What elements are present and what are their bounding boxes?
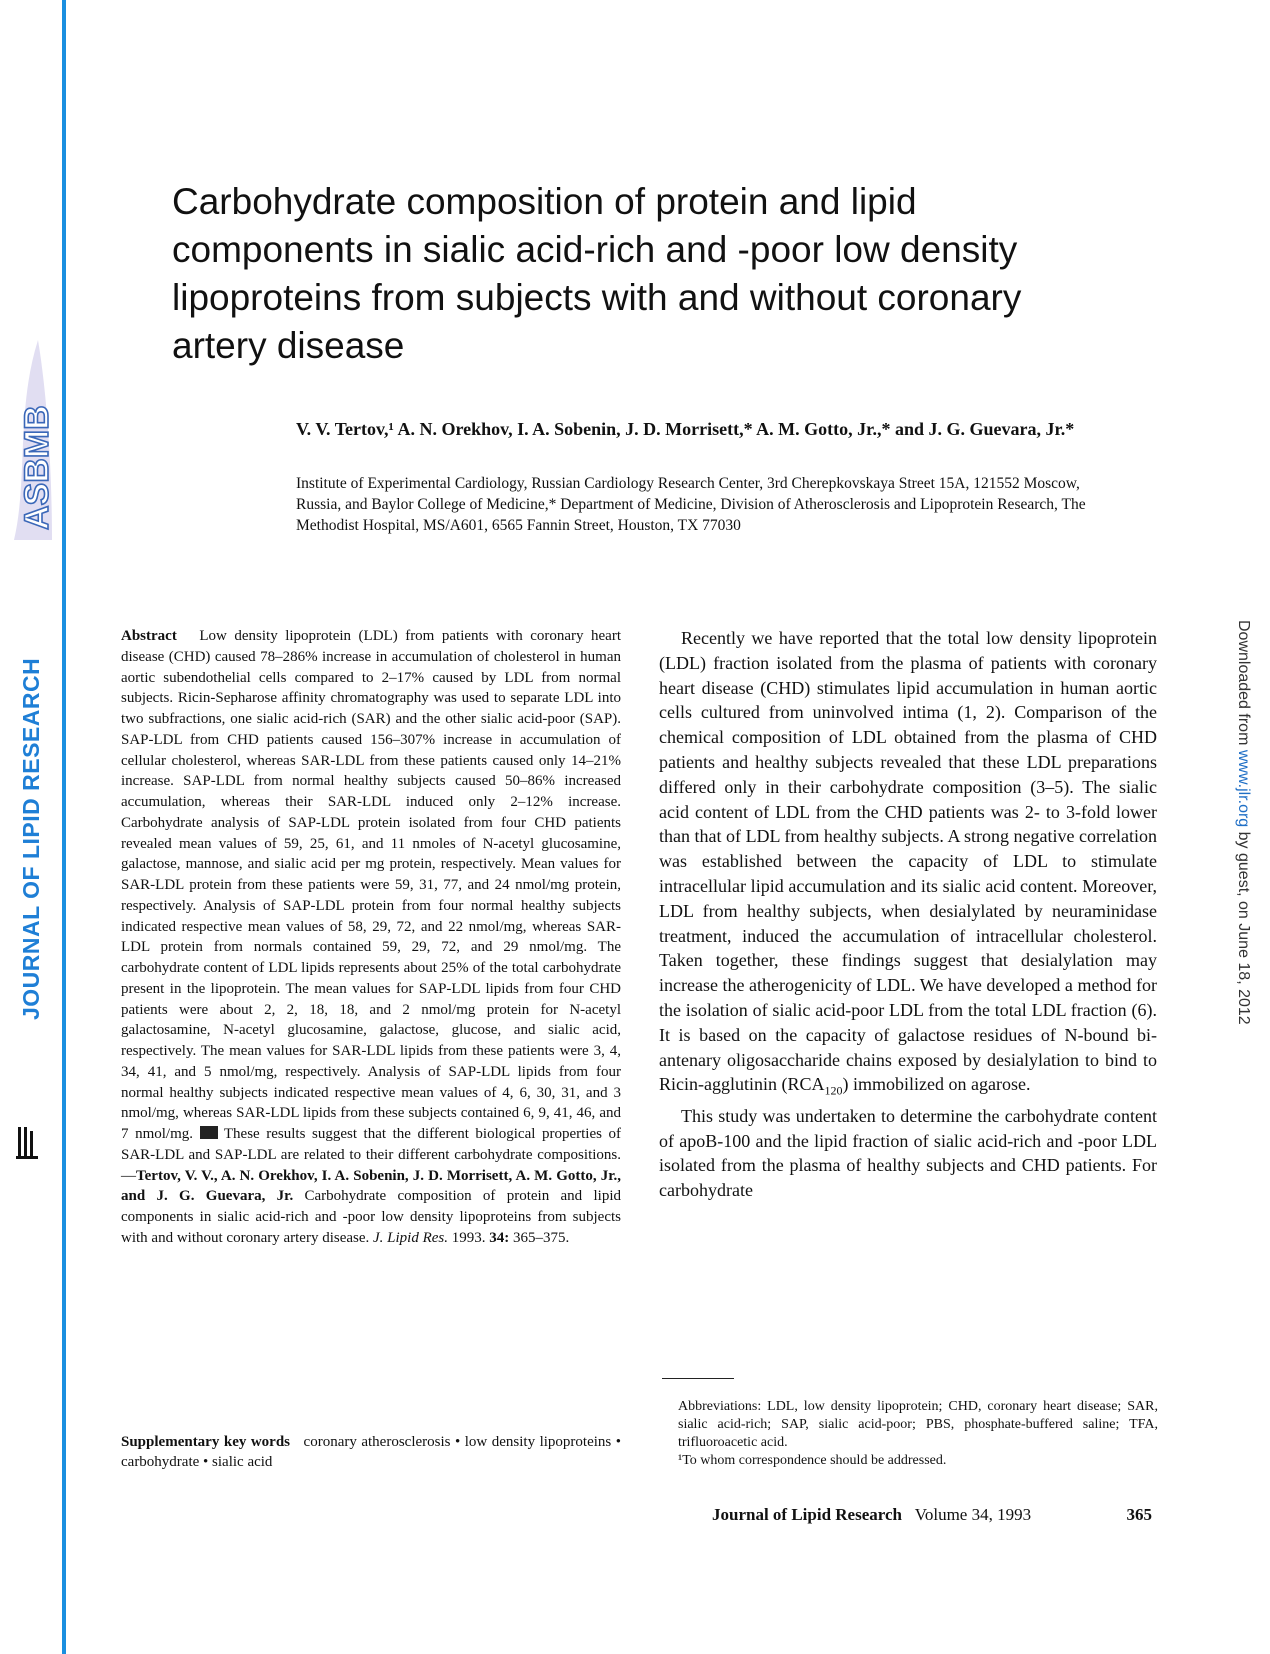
page-number: 365 xyxy=(1126,1505,1152,1524)
affiliation: Institute of Experimental Cardiology, Russian Cardiology Research Center, 3rd Cherepkovskaya Street 15A, 121552 Moscow, Russia, and Baylor College of Medicine,* Department of Medicine, Division of Atherosclerosis and Lipoprotein Research, The Methodist Hospital, MS/A601, 6565 Fannin Street, Houston, TX 77030 xyxy=(296,475,1086,534)
abstract-label: Abstract xyxy=(121,628,177,644)
author-list: V. V. Tertov,¹ A. N. Orekhov, I. A. Sobenin, J. D. Morrisett,* A. M. Gotto, Jr.,* and J. G. Guevara, Jr.* xyxy=(296,419,1075,439)
abstract-text: Low density lipoprotein (LDL) from patients with coronary heart disease (CHD) caused 78–286% increase in accumulation of cholesterol in human aortic subendothelial cells compared to 2–17% caused by LDL from normal subjects. Ricin-Sepharose affinity chromatography was used to separate LDL into two subfractions, one sialic acid-rich (SAR) and the other sialic acid-poor (SAP). SAP-LDL from CHD patients caused 156–307% increase in accumulation of cellular cholesterol, whereas SAR-LDL from these patients caused only 14–21% increase. SAP-LDL from normal healthy subjects caused 50–86% increased accumulation, whereas their SAR-LDL induced only 2–12% increase. Carbohydrate analysis of SAP-LDL protein isolated from four CHD patients revealed mean values of 59, 25, 61, and 11 nmoles of N-acetyl glucosamine, galactose, mannose, and sialic acid per mg protein, respectively. Mean values for SAR-LDL protein from these patients were 59, 31, 77, and 24 nmol/mg protein, respectively. Analysis of SAP-LDL protein from four normal healthy subjects indicated respective mean values of 58, 29, 72, and 22 nmol/mg, whereas SAR-LDL protein from normals contained 59, 29, 72, and 29 nmol/mg. The carbohydrate content of LDL lipids represents about 25% of the total carbohydrate present in the lipoprotein. The mean values for SAP-LDL lipids from four CHD patients were about 2, 2, 18, 18, and 2 nmol/mg protein for N-acetyl galactosamine, N-acetyl glucosamine, galactose, glucose, and sialic acid, respectively. The mean values for SAR-LDL lipids from these patients were 3, 4, 34, 41, and 5 nmol/mg, respectively. Analysis of SAP-LDL lipids from four normal healthy subjects indicated respective mean values of 4, 6, 30, 31, and 3 nmol/mg, whereas SAR-LDL lipids from these subjects contained 6, 9, 41, 46, and 7 nmol/mg. xyxy=(121,628,621,1142)
intro-paragraph-1: Recently we have reported that the total low density lipoprotein (LDL) fraction isolated from the plasma of patients with coronary heart disease (CHD) stimulates lipid accumulation in human aortic cells cultured from uninvolved intima (1, 2). Comparison of the chemical composition of LDL obtained from the plasma of CHD patients and healthy subjects revealed that these LDL preparations differed only in their carbohydrate composition (3–5). The sialic acid content of LDL from the CHD patients was 2- to 3-fold lower than that of LDL from healthy subjects. A strong negative correlation was established between the capacity of LDL to stimulate intracellular lipid accumulation and its sialic acid content. Moreover, LDL from healthy subjects, when desialylated by neuraminidase treatment, induced the accumulation of intracellular cholesterol. Taken together, these findings suggest that desialylation may increase the atherogenicity of LDL. We have developed a method for the isolation of sialic acid-poor LDL from the total LDL fraction (6). It is based on the capacity of galactose residues of N-bound bi-antenary oligosaccharide chains exposed by desialylation to bind to Ricin-agglutinin $(RCA_{120})$ immobilized on agarose. xyxy=(659,628,1157,1098)
key-words: Supplementary key words coronary atherosclerosis • low density lipoproteins • carbohydrate • sialic acid xyxy=(121,1434,622,1470)
asbmb-logo xyxy=(8,330,58,550)
page-footer xyxy=(712,1505,1152,1525)
left-margin-bar xyxy=(62,0,66,1654)
article-title: Carbohydrate composition of protein and lipid components in sialic acid-rich and -poor low density lipoproteins from subjects with and without coronary artery disease xyxy=(172,181,1022,366)
body-text xyxy=(659,626,1157,1203)
footnote-rule xyxy=(662,1378,734,1379)
abstract: Abstract Low density lipoprotein (LDL) from patients with coronary heart disease (CHD) caused 78–286% increase in accumulation of cholesterol in human aortic subendothelial cells compared to 2–17% caused by LDL from normal subjects. Ricin-Sepharose affinity chromatography was used to separate LDL into two subfractions, one sialic acid-rich (SAR) and the other sialic acid-poor (SAP). SAP-LDL from CHD patients caused 156–307% increase in accumulation of cellular cholesterol, whereas SAR-LDL from these patients caused only 14–21% increase. SAP-LDL from normal healthy subjects caused 50–86% increased accumulation, whereas their SAR-LDL induced only 2–12% increase. Carbohydrate analysis of SAP-LDL protein isolated from four CHD patients revealed mean values of 59, 25, 61, and 11 nmoles of N-acetyl glucosamine, galactose, mannose, and sialic acid per mg protein, respectively. Mean values for SAR-LDL protein from these patients were 59, 31, 77, and 24 nmol/mg protein, respectively. Analysis of SAP-LDL protein from four normal healthy subjects indicated respective mean values of 58, 29, 72, and 22 nmol/mg, whereas SAR-LDL protein from normals contained 59, 29, 72, and 29 nmol/mg. The carbohydrate content of LDL lipids represents about 25% of the total carbohydrate present in the lipoprotein. The mean values for SAP-LDL lipids from four CHD patients were about 2, 2, 18, 18, and 2 nmol/mg protein for N-acetyl galactosamine, N-acetyl glucosamine, galactose, glucose, and sialic acid, respectively. The mean values for SAR-LDL lipids from these patients were 3, 4, 34, 41, and 5 nmol/mg, respectively. Analysis of SAP-LDL lipids from four normal healthy subjects indicated respective mean values of 4, 6, 30, 31, and 3 nmol/mg, whereas SAR-LDL lipids from these subjects contained 6, 9, 41, 46, and 7 nmol/mg. These results suggest that the different biological properties of SAR-LDL and SAP-LDL are related to their different carbohydrate compositions.—Tertov, V. V., A. N. Orekhov, I. A. Sobenin, J. D. Morrisett, A. M. Gotto, Jr., and J. G. Guevara, Jr. Carbohydrate composition of protein and lipid components in sialic acid-rich and -poor low density lipoproteins from subjects with and without coronary artery disease. J. Lipid Res. 1993. 34: 365–375. xyxy=(121,628,622,1246)
abstract-end-marker-icon xyxy=(200,1126,218,1139)
abbreviations-footnote: Abbreviations: LDL, low density lipoprotein; CHD, coronary heart disease; SAR, sialic acid-rich; SAP, sialic acid-poor; PBS, phosphate-buffered saline; TFA, trifluoroacetic acid. xyxy=(678,1399,1158,1450)
key-words-label: Supplementary key words xyxy=(121,1434,291,1450)
jlr-link[interactable]: www.jlr.org xyxy=(1235,749,1252,828)
download-watermark: Downloaded from www.jlr.org by guest, on June 18, 2012 xyxy=(1235,620,1252,1025)
footnotes xyxy=(678,1398,1158,1470)
intro-paragraph-2: This study was undertaken to determine the carbohydrate content of apoB-100 and the lipid fraction of sialic acid-rich and -poor LDL isolated from the plasma of healthy subjects and CHD patients. For carbohydrate xyxy=(659,1105,1157,1201)
citation-journal: J. Lipid Res. xyxy=(373,1229,449,1246)
citation-authors: Tertov, V. V., A. N. Orekhov, I. A. Sobenin, J. D. Morrisett, A. M. Gotto, Jr., and J. G. Guevara, Jr. xyxy=(121,1167,621,1205)
journal-sidebar-title: JOURNAL OF LIPID RESEARCH xyxy=(18,657,44,1020)
correspondence-footnote: ¹To whom correspondence should be addressed. xyxy=(678,1453,947,1468)
svg-text:ASBMB: ASBMB xyxy=(18,405,56,530)
footer-journal: Journal of Lipid Research xyxy=(712,1505,903,1524)
footer-volume: Volume 34, 1993 xyxy=(914,1505,1032,1524)
jlr-logo xyxy=(14,1125,40,1161)
